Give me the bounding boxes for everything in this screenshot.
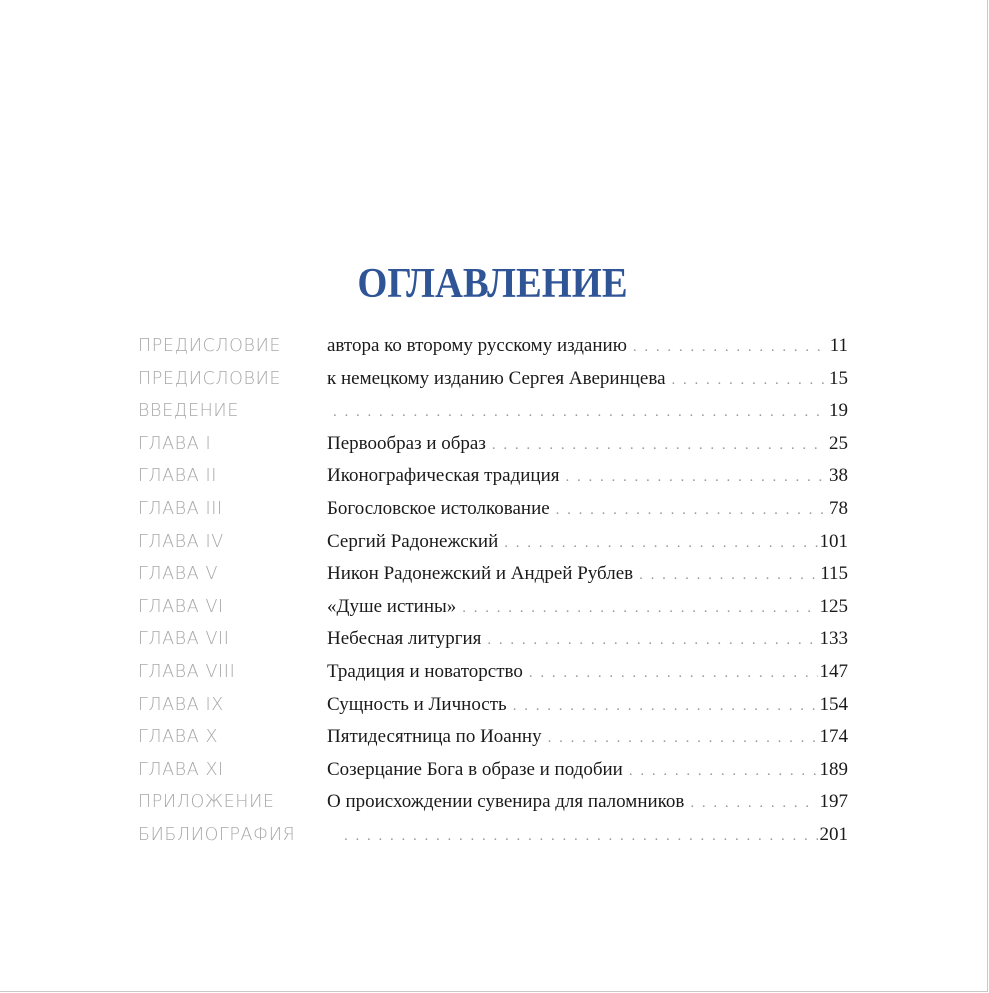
dot-leader bbox=[344, 820, 818, 852]
dot-leader bbox=[548, 722, 818, 754]
section-label: ГЛАВА VIII bbox=[138, 661, 236, 682]
toc-row bbox=[138, 721, 848, 754]
dot-leader bbox=[513, 690, 818, 722]
page-number: 11 bbox=[829, 335, 848, 356]
page-number: 125 bbox=[819, 595, 848, 617]
toc-entry bbox=[327, 721, 848, 754]
toc-row bbox=[138, 656, 848, 689]
dot-leader bbox=[529, 657, 818, 689]
entry-title: Сергий Радонежский bbox=[327, 530, 499, 552]
toc-row bbox=[138, 428, 848, 461]
section-label: ГЛАВА IV bbox=[138, 531, 224, 552]
toc-row bbox=[138, 623, 848, 656]
page-number: 78 bbox=[829, 497, 848, 519]
page-number: 25 bbox=[829, 432, 848, 454]
section-label: ГЛАВА IX bbox=[138, 694, 224, 715]
section-label: ГЛАВА I bbox=[138, 433, 212, 454]
page-number: 201 bbox=[819, 823, 848, 845]
entry-title: к немецкому изданию Сергея Аверинцева bbox=[327, 367, 666, 389]
entry-title: Никон Радонежский и Андрей Рублев bbox=[327, 563, 634, 585]
entry-title: Иконографическая традиция bbox=[327, 465, 560, 487]
page-number: 147 bbox=[819, 660, 848, 682]
page-number: 154 bbox=[819, 693, 848, 715]
entry-title: Небесная литургия bbox=[327, 628, 482, 650]
toc-entry bbox=[327, 558, 848, 591]
toc-entry bbox=[327, 395, 848, 428]
page-number: 101 bbox=[819, 530, 848, 552]
dot-leader bbox=[333, 396, 824, 428]
dot-leader bbox=[633, 331, 824, 363]
toc-row bbox=[138, 526, 848, 559]
page-number: 197 bbox=[819, 791, 848, 813]
toc-row bbox=[138, 493, 848, 526]
dot-leader bbox=[672, 364, 824, 396]
section-label: ГЛАВА II bbox=[138, 466, 217, 487]
page-number: 115 bbox=[820, 563, 848, 585]
toc-entry bbox=[327, 623, 848, 656]
dot-leader bbox=[492, 429, 824, 461]
entry-title: автора ко второму русскому изданию bbox=[327, 335, 627, 356]
toc-entry bbox=[327, 428, 848, 461]
toc-entry bbox=[327, 363, 848, 396]
section-label: ВВЕДЕНИЕ bbox=[138, 401, 239, 422]
page-number: 38 bbox=[829, 465, 848, 487]
section-label: ГЛАВА XI bbox=[138, 759, 224, 780]
toc-row bbox=[138, 330, 848, 363]
toc-entry bbox=[327, 330, 848, 363]
dot-leader bbox=[639, 559, 818, 591]
dot-leader bbox=[487, 624, 817, 656]
page-number: 15 bbox=[829, 367, 848, 389]
section-label: ПРИЛОЖЕНИЕ bbox=[138, 792, 275, 813]
entry-title: «Душе истины» bbox=[327, 595, 457, 617]
toc-entry bbox=[327, 493, 848, 526]
toc-entry bbox=[327, 754, 848, 787]
toc-entry bbox=[327, 786, 848, 819]
entry-title: О происхождении сувенира для паломников bbox=[327, 791, 685, 813]
entry-title: Первообраз и образ bbox=[327, 432, 486, 454]
section-label: ГЛАВА V bbox=[138, 564, 219, 585]
toc-row bbox=[138, 786, 848, 819]
toc-entry bbox=[327, 460, 848, 493]
entry-title: Богословское истолкование bbox=[327, 497, 550, 519]
toc-row bbox=[138, 460, 848, 493]
dot-leader bbox=[504, 527, 817, 559]
toc-entry bbox=[338, 819, 848, 852]
entry-title: Созерцание Бога в образе и подобии bbox=[327, 758, 623, 780]
section-label: БИБЛИОГРАФИЯ bbox=[138, 824, 296, 845]
page-title: ОГЛАВЛЕНИЕ bbox=[357, 261, 628, 308]
section-label: ГЛАВА X bbox=[138, 727, 219, 748]
section-label: ПРЕДИСЛОВИЕ bbox=[138, 336, 282, 356]
page-number: 133 bbox=[819, 628, 848, 650]
table-of-contents bbox=[138, 330, 848, 852]
page-number: 174 bbox=[819, 726, 848, 748]
toc-entry bbox=[327, 689, 848, 722]
page-number: 189 bbox=[819, 758, 848, 780]
section-label: ГЛАВА III bbox=[138, 498, 223, 519]
section-label: ГЛАВА VII bbox=[138, 629, 230, 650]
page-number: 19 bbox=[829, 400, 848, 422]
toc-row bbox=[138, 819, 848, 852]
dot-leader bbox=[629, 755, 818, 787]
toc-row bbox=[138, 754, 848, 787]
dot-leader bbox=[556, 494, 824, 526]
toc-entry bbox=[327, 526, 848, 559]
toc-row bbox=[138, 591, 848, 624]
section-label: ГЛАВА VI bbox=[138, 596, 224, 617]
dot-leader bbox=[690, 787, 817, 819]
toc-row bbox=[138, 395, 848, 428]
entry-title: Сущность и Личность bbox=[327, 693, 507, 715]
entry-title: Традиция и новаторство bbox=[327, 660, 523, 682]
toc-row bbox=[138, 363, 848, 396]
entry-title: Пятидесятница по Иоанну bbox=[327, 726, 542, 748]
toc-row bbox=[138, 558, 848, 591]
toc-row bbox=[138, 689, 848, 722]
dot-leader bbox=[462, 592, 817, 624]
section-label: ПРЕДИСЛОВИЕ bbox=[138, 368, 282, 389]
dot-leader bbox=[566, 461, 825, 493]
toc-entry bbox=[327, 591, 848, 624]
toc-entry bbox=[327, 656, 848, 689]
